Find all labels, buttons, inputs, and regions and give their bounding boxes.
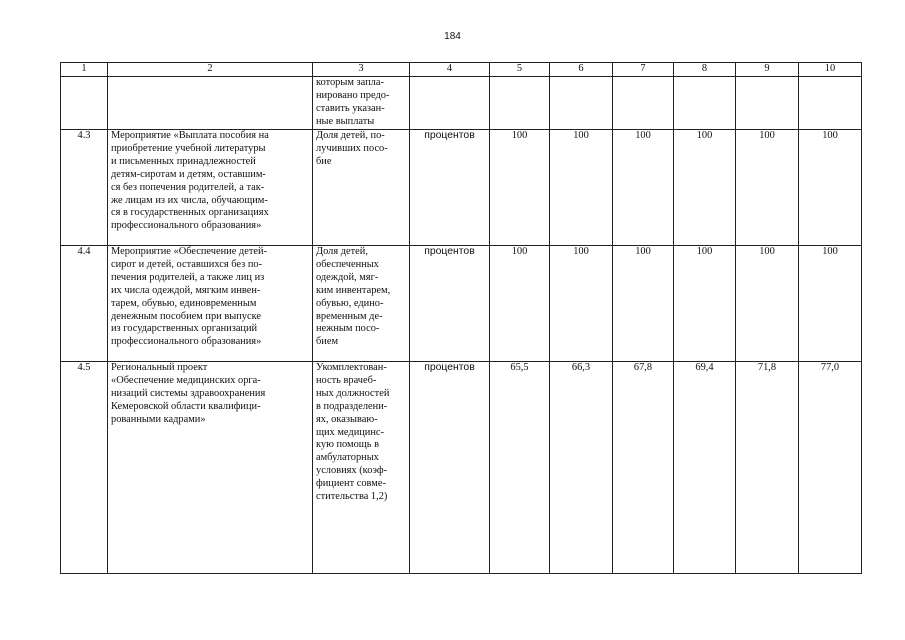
- indicator-cell: Доля детей, обеспеченных одеждой, мяг- ким инвентарем, обувью, едино- временным де- нежным посо- бием: [313, 246, 410, 362]
- value-cell: 100: [550, 246, 613, 362]
- value-cell: [736, 77, 799, 130]
- unit-cell: [410, 77, 490, 130]
- value-cell: [490, 77, 550, 130]
- table-row: [61, 246, 862, 362]
- indicator-cell: которым запла- нировано предо- ставить указан- ные выплаты: [313, 77, 410, 130]
- value-cell: 71,8: [736, 362, 799, 574]
- value-cell: 100: [799, 246, 862, 362]
- header-cell: 9: [736, 63, 799, 77]
- value-cell: [799, 77, 862, 130]
- value-cell: 77,0: [799, 362, 862, 574]
- header-cell: 1: [61, 63, 108, 77]
- value-cell: [613, 77, 674, 130]
- activity-cell: Региональный проект «Обеспечение медицинских орга- низаций системы здравоохранения Кемеровской области квалифици- рованными кадрами»: [108, 362, 313, 574]
- row-number-cell: 4.4: [61, 246, 108, 362]
- table-row: [61, 130, 862, 246]
- unit-cell: процентов: [410, 362, 490, 574]
- header-cell: 2: [108, 63, 313, 77]
- indicators-table: [60, 62, 862, 574]
- table-row: [61, 362, 862, 574]
- value-cell: 66,3: [550, 362, 613, 574]
- value-cell: 67,8: [613, 362, 674, 574]
- row-number-cell: [61, 77, 108, 130]
- table-row: [61, 77, 862, 130]
- value-cell: 100: [550, 130, 613, 246]
- value-cell: 100: [736, 246, 799, 362]
- value-cell: 100: [490, 246, 550, 362]
- value-cell: 100: [674, 130, 736, 246]
- value-cell: 69,4: [674, 362, 736, 574]
- value-cell: 100: [736, 130, 799, 246]
- unit-cell: процентов: [410, 130, 490, 246]
- row-number-cell: 4.5: [61, 362, 108, 574]
- header-cell: 4: [410, 63, 490, 77]
- header-cell: 3: [313, 63, 410, 77]
- header-cell: 8: [674, 63, 736, 77]
- value-cell: 100: [613, 246, 674, 362]
- value-cell: 65,5: [490, 362, 550, 574]
- header-cell: 10: [799, 63, 862, 77]
- indicator-cell: Доля детей, по- лучивших посо- бие: [313, 130, 410, 246]
- page-number: 184: [444, 31, 461, 42]
- value-cell: 100: [613, 130, 674, 246]
- value-cell: [674, 77, 736, 130]
- value-cell: 100: [799, 130, 862, 246]
- activity-cell: Мероприятие «Выплата пособия на приобретение учебной литературы и письменных принадлежностей детям-сиротам и детям, оставшим- ся без попечения родителей, а так- же лицам из их числа, обучающим- ся в государственных организациях профессионального образования»: [108, 130, 313, 246]
- unit-cell: процентов: [410, 246, 490, 362]
- value-cell: [550, 77, 613, 130]
- header-cell: 5: [490, 63, 550, 77]
- activity-cell: [108, 77, 313, 130]
- value-cell: 100: [674, 246, 736, 362]
- header-cell: 7: [613, 63, 674, 77]
- indicator-cell: Укомплектован- ность врачеб- ных должностей в подразделени- ях, оказываю- щих медицинс- кую помощь в амбулаторных условиях (коэф- фициент совме- стительства 1,2): [313, 362, 410, 574]
- header-cell: 6: [550, 63, 613, 77]
- activity-cell: Мероприятие «Обеспечение детей- сирот и детей, оставшихся без по- печения родителей, а также лиц из их числа одеждой, мягким инвен- тарем, обувью, единовременным денежным пособием при выпуске из государственных организаций профессионального образования»: [108, 246, 313, 362]
- row-number-cell: 4.3: [61, 130, 108, 246]
- value-cell: 100: [490, 130, 550, 246]
- table-header-row: [61, 63, 862, 77]
